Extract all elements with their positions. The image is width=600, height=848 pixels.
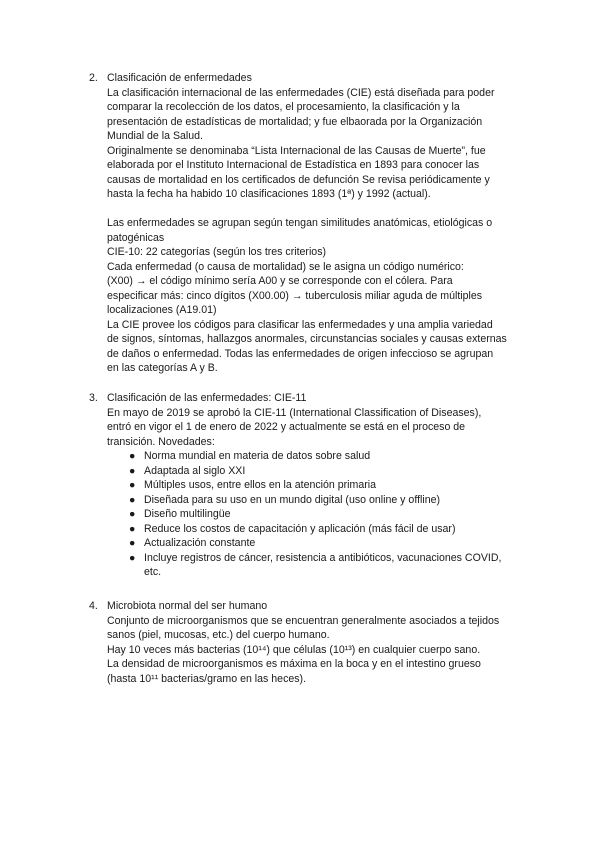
section-title: Microbiota normal del ser humano	[107, 600, 268, 612]
text-line: La clasificación internacional de las enfermedades (CIE) está diseñada para poder	[107, 86, 495, 99]
text-line: de signos, síntomas, hallazgos anormales, circunstancias sociales y causas externas	[107, 333, 507, 345]
text-line: En mayo de 2019 se aprobó la CIE-11 (International Classification of Diseases),	[107, 406, 482, 419]
bullet-icon: ●	[129, 551, 136, 564]
text-line: de daños o enfermedad. Todas las enfermedades de origen infeccioso se agrupan	[107, 347, 494, 360]
text-line: presentación de estadísticas de mortalidad; y fue elbaorada por la Organización	[107, 115, 483, 128]
bullet-icon: ●	[129, 537, 136, 549]
bullet-icon: ●	[129, 450, 136, 462]
bullet-icon: ●	[129, 508, 136, 520]
list-item	[129, 464, 534, 479]
text-line: causas de mortalidad en los certificados de defunción Se revisa periódicamente y	[107, 173, 490, 186]
bullet-icon: ●	[129, 464, 136, 477]
list-item	[129, 551, 534, 580]
text-line: Mundial de la Salud.	[107, 130, 203, 142]
text-line: hasta la fecha ha habido 10 clasificaciones 1893 (1ª) y 1992 (actual).	[107, 188, 431, 200]
section-number: 3.	[89, 392, 98, 404]
list-item	[129, 522, 534, 537]
section-number: 2.	[89, 72, 98, 84]
text-line: en las categorías A y B.	[107, 362, 218, 374]
text-line: Cada enfermedad (o causa de mortalidad) se le asigna un código numérico:	[107, 260, 464, 273]
text-line: Conjunto de microorganismos que se encuentran generalmente asociados a tejidos	[107, 614, 500, 627]
text-line: Las enfermedades se agrupan según tengan similitudes anatómicas, etiológicas o	[107, 217, 493, 229]
text-line: Hay 10 veces más bacterias (10¹⁴) que células (10¹³) en cualquier cuerpo sano.	[107, 643, 481, 656]
text-line: comparar la recolección de los datos, el procesamiento, la clasificación y la	[107, 101, 460, 113]
text-line: Originalmente se denominaba “Lista Internacional de las Causas de Muerte”, fue	[107, 144, 486, 157]
blank-line	[107, 202, 534, 217]
list-item-text: Reduce los costos de capacitación y aplicación (más fácil de usar)	[144, 522, 456, 535]
list-item-text: Norma mundial en materia de datos sobre salud	[144, 450, 371, 462]
list-item-text: Diseño multilingüe	[144, 508, 231, 520]
section-title: Clasificación de enfermedades	[107, 72, 252, 84]
text-line: La densidad de microorganismos es máxima en la boca y en el intestino grueso	[107, 658, 481, 670]
bullet-icon: ●	[129, 522, 136, 535]
list-item	[129, 478, 534, 493]
section-text	[107, 614, 534, 687]
text-line: (X00) → el código mínimo sería A00 y se corresponde con el cólera. Para	[107, 275, 453, 287]
text-line: entró en vigor el 1 de enero de 2022 y actualmente se está en el proceso de	[107, 421, 466, 433]
text-line: transición. Novedades:	[107, 435, 215, 448]
bullet-icon: ●	[129, 493, 136, 506]
novedades-list	[129, 449, 534, 580]
text-line: CIE-10: 22 categorías (según los tres criterios)	[107, 246, 327, 258]
list-item	[129, 449, 534, 464]
text-line: La CIE provee los códigos para clasificar las enfermedades y una amplia variedad	[107, 318, 493, 331]
section-microbiota	[89, 599, 534, 686]
section-title: Clasificación de las enfermedades: CIE-11	[107, 392, 307, 404]
list-item	[129, 493, 534, 508]
list-item-text: Incluye registros de cáncer, resistencia a antibióticos, vacunaciones COVID,	[144, 551, 502, 564]
text-line: patogénicas	[107, 231, 165, 244]
section-cie-11	[89, 391, 534, 580]
text-line: elaborada por el Instituto Internacional de Estadística en 1893 para conocer las	[107, 159, 480, 171]
list-item-text: Diseñada para su uso en un mundo digital (uso online y offline)	[144, 493, 441, 506]
text-line: localizaciones (A19.01)	[107, 304, 217, 316]
list-item	[129, 536, 534, 551]
list-item-text: Adaptada al siglo XXI	[144, 464, 246, 477]
text-line: (hasta 10¹¹ bacterias/gramo en las heces).	[107, 672, 307, 685]
list-item-text: Múltiples usos, entre ellos en la atención primaria	[144, 479, 377, 491]
list-item-text: etc.	[144, 566, 162, 578]
list-item	[129, 507, 534, 522]
text-line: sanos (piel, mucosas, etc.) del cuerpo humano.	[107, 629, 330, 641]
section-text	[107, 86, 534, 376]
list-item-text: Actualización constante	[144, 537, 256, 549]
text-line: especificar más: cinco dígitos (X00.00) → tuberculosis miliar aguda de múltiples	[107, 289, 483, 302]
section-number: 4.	[89, 600, 98, 612]
bullet-icon: ●	[129, 479, 136, 491]
section-text	[107, 406, 534, 450]
section-clasificacion-enfermedades	[89, 71, 534, 376]
